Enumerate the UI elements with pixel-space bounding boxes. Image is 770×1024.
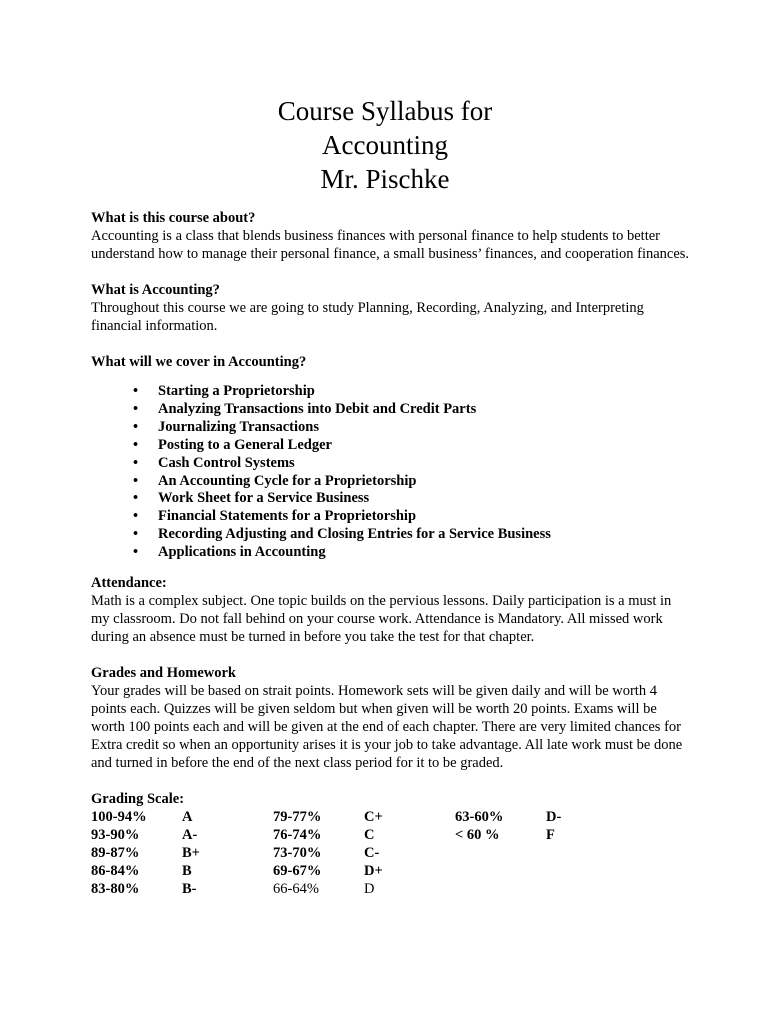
list-item bbox=[133, 490, 691, 508]
topic-label: Cash Control Systems bbox=[158, 454, 295, 471]
scale-grade: D bbox=[364, 881, 375, 898]
scale-range: 79-77% bbox=[273, 809, 322, 826]
scale-range: < 60 % bbox=[455, 827, 500, 844]
scale-range bbox=[455, 844, 546, 862]
scale-grade: A bbox=[182, 809, 193, 826]
scale-grade: B- bbox=[182, 881, 197, 898]
scale-grade bbox=[546, 862, 637, 880]
bullet-icon: • bbox=[133, 454, 139, 471]
topic-label: Starting a Proprietorship bbox=[158, 383, 315, 399]
list-item bbox=[133, 436, 691, 455]
list-item bbox=[133, 383, 691, 401]
grading-scale-heading: Grading Scale: bbox=[91, 791, 185, 808]
scale-grade: A- bbox=[182, 827, 198, 844]
list-item bbox=[133, 526, 691, 544]
list-item bbox=[133, 472, 691, 491]
about-heading: What is this course about? bbox=[91, 210, 256, 226]
scale-range: 86-84% bbox=[91, 863, 140, 880]
topic-label: Journalizing Transactions bbox=[158, 418, 320, 435]
title-line-2: Accounting bbox=[322, 130, 448, 160]
scale-grade: D- bbox=[546, 809, 562, 826]
scale-grade: B+ bbox=[182, 845, 200, 862]
bullet-icon: • bbox=[133, 508, 139, 525]
topic-label: Analyzing Transactions into Debit and Credit Parts bbox=[158, 400, 477, 417]
grades-text: Your grades will be based on strait points. Homework sets will be given daily and will be worth 4 points each. Quizzes will be given seldom but when given will be worth 20 points. Exams will be worth 100 points each and will be given at the end of each chapter. There are very limited chances for Extra credit so when an opportunity arises it is your job to take advantage. All late work must be done and turned in before the end of the next class period for it to be graded. bbox=[91, 683, 683, 772]
scale-grade: C bbox=[364, 827, 375, 844]
about-text: Accounting is a class that blends business finances with personal finance to help students to better understand how to manage their personal finance, a small business’ finances, and cooperation finances. bbox=[91, 228, 690, 262]
bullet-icon: • bbox=[133, 383, 139, 399]
scale-grade: B bbox=[182, 863, 192, 880]
topic-label: Work Sheet for a Service Business bbox=[158, 490, 370, 507]
grades-heading: Grades and Homework bbox=[91, 665, 236, 682]
list-item bbox=[133, 400, 691, 419]
topics-list bbox=[91, 383, 691, 562]
bullet-icon: • bbox=[133, 436, 139, 453]
scale-grade: D+ bbox=[364, 863, 383, 880]
topic-label: Recording Adjusting and Closing Entries for a Service Business bbox=[158, 526, 551, 543]
scale-range: 63-60% bbox=[455, 809, 504, 826]
list-item bbox=[133, 418, 691, 437]
scale-grade: F bbox=[546, 827, 555, 844]
syllabus-body bbox=[91, 209, 691, 898]
scale-range: 73-70% bbox=[273, 845, 322, 862]
page-title bbox=[0, 94, 770, 196]
scale-range: 93-90% bbox=[91, 827, 140, 844]
what-text: Throughout this course we are going to study Planning, Recording, Analyzing, and Interpreting financial information. bbox=[91, 300, 644, 334]
attendance-text: Math is a complex subject. One topic builds on the pervious lessons. Daily participation is a must in my classroom. Do not fall behind on your course work. Attendance is Mandatory. All missed work during an absence must be turned in before you take the test for that chapter. bbox=[91, 593, 672, 646]
bullet-icon: • bbox=[133, 418, 139, 435]
bullet-icon: • bbox=[133, 490, 139, 507]
scale-range: 69-67% bbox=[273, 863, 322, 880]
grading-scale-table bbox=[91, 808, 691, 898]
scale-range: 83-80% bbox=[91, 881, 140, 898]
scale-range: 66-64% bbox=[273, 881, 319, 898]
topic-label: Posting to a General Ledger bbox=[158, 436, 332, 453]
bullet-icon: • bbox=[133, 544, 139, 561]
title-line-3: Mr. Pischke bbox=[320, 164, 450, 194]
scale-grade bbox=[546, 844, 637, 862]
attendance-heading: Attendance: bbox=[91, 575, 167, 592]
list-item bbox=[133, 454, 691, 473]
scale-grade bbox=[546, 880, 637, 898]
scale-range: 100-94% bbox=[91, 809, 147, 826]
topic-label: Applications in Accounting bbox=[158, 544, 326, 561]
scale-grade: C- bbox=[364, 845, 380, 862]
title-line-1: Course Syllabus for bbox=[277, 96, 493, 126]
cover-heading: What will we cover in Accounting? bbox=[91, 354, 307, 370]
topic-label: Financial Statements for a Proprietorship bbox=[158, 508, 417, 525]
bullet-icon: • bbox=[133, 400, 139, 417]
bullet-icon: • bbox=[133, 526, 139, 543]
topic-label: An Accounting Cycle for a Proprietorship bbox=[158, 472, 417, 489]
scale-grade: C+ bbox=[364, 809, 383, 826]
scale-range bbox=[455, 862, 546, 880]
bullet-icon: • bbox=[133, 472, 139, 489]
what-heading: What is Accounting? bbox=[91, 282, 220, 298]
scale-range: 89-87% bbox=[91, 845, 140, 862]
scale-range: 76-74% bbox=[273, 827, 322, 844]
list-item bbox=[133, 544, 691, 562]
scale-range bbox=[455, 880, 546, 898]
list-item bbox=[133, 508, 691, 526]
